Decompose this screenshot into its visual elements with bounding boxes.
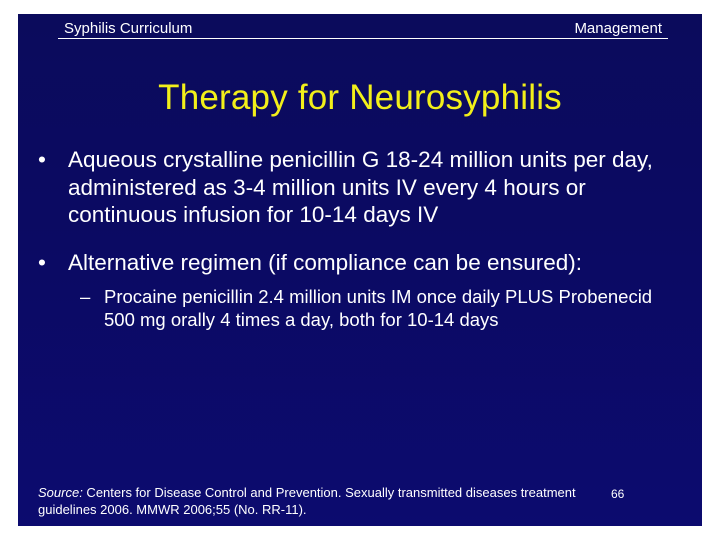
- bullet-text: Alternative regimen (if compliance can be ensured):: [68, 249, 583, 275]
- source-text: Centers for Disease Control and Prevention. Sexually transmitted diseases treatment guidelines 2006. MMWR 2006;55 (No. RR-11).: [38, 485, 576, 517]
- sub-bullet-item: [38, 285, 682, 331]
- bullet-item: [38, 146, 682, 229]
- sub-bullet-text: Procaine penicillin 2.4 million units IM once daily PLUS Probenecid 500 mg orally 4 times a day, both for 10-14 days: [104, 286, 653, 330]
- source-citation: [38, 484, 598, 518]
- header-section-title: Management: [574, 20, 662, 37]
- header-divider: [58, 38, 668, 39]
- slide-title: Therapy for Neurosyphilis: [158, 78, 562, 117]
- slide-body: [38, 146, 682, 331]
- header-course-title: Syphilis Curriculum: [64, 20, 193, 37]
- source-label: Source:: [38, 485, 83, 500]
- sub-bullet-marker: –: [80, 286, 91, 307]
- bullet-item: [38, 249, 682, 277]
- bullet-text: Aqueous crystalline penicillin G 18-24 million units per day, administered as 3-4 million units IV every 4 hours or continuous infusion for 10-14 days IV: [68, 147, 653, 227]
- slide: [18, 14, 702, 526]
- bullet-marker: •: [38, 147, 46, 172]
- bullet-marker: •: [38, 249, 46, 275]
- page-number: 66: [611, 487, 625, 501]
